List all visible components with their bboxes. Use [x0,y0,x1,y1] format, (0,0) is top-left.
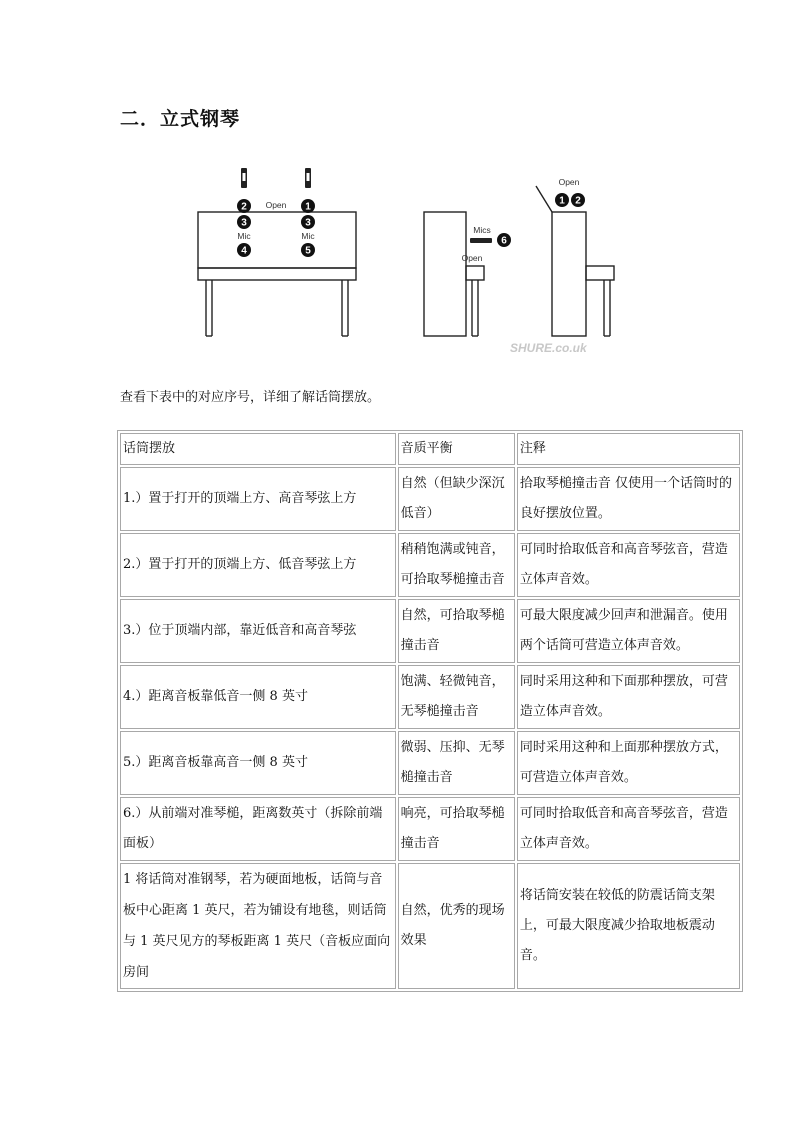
side-piano-body [424,212,466,336]
side-open-label: Open [461,253,483,263]
front-open-label: Open [265,200,287,210]
piano-mic-diagram [190,160,620,360]
placement-cell: 2.）置于打开的顶端上方、低音琴弦上方 [120,533,396,597]
note-cell: 将话筒安装在较低的防震话筒支架上，可最大限度减少拾取地板震动音。 [517,863,740,989]
placement-cell: 3.）位于顶端内部，靠近低音和高音琴弦 [120,599,396,663]
marker-5-label: 5 [305,245,311,257]
placement-cell: 1.）置于打开的顶端上方、高音琴弦上方 [120,467,396,531]
side-piano-keybed [466,266,484,280]
balance-cell: 微弱、压抑、无琴槌撞击音 [398,731,515,795]
table-row [120,797,740,861]
note-cell: 同时采用这种和下面那种摆放，可营造立体声音效。 [517,665,740,729]
balance-cell: 饱满、轻微钝音，无琴槌撞击音 [398,665,515,729]
note-cell: 可最大限度减少回声和泄漏音。使用两个话筒可营造立体声音效。 [517,599,740,663]
number-markers [237,193,585,257]
marker-4-label: 4 [241,245,247,257]
balance-cell: 自然，可拾取琴槌撞击音 [398,599,515,663]
marker-6-label: 6 [501,235,507,247]
note-cell: 可同时拾取低音和高音琴弦音，营造立体声音效。 [517,533,740,597]
table-row [120,665,740,729]
balance-cell: 自然，优秀的现场效果 [398,863,515,989]
marker-2-label: 2 [241,201,247,213]
mic-placement-table [117,430,743,992]
marker-right-2-label: 2 [575,195,581,207]
table-row [120,533,740,597]
section-title: 二．立式钢琴 [120,108,241,130]
table-header-row [120,433,740,465]
placement-cell: 6.）从前端对准琴槌，距离数英寸（拆除前端面板） [120,797,396,861]
side-mics-label: Mics [473,225,491,235]
intro-text: 查看下表中的对应序号，详细了解话筒摆放。 [120,390,381,405]
placement-cell: 4.）距离音板靠低音一侧 8 英寸 [120,665,396,729]
balance-cell: 响亮，可拾取琴槌撞击音 [398,797,515,861]
table-row [120,599,740,663]
balance-cell: 稍稍饱满或钝音，可拾取琴槌撞击音 [398,533,515,597]
header-placement: 话筒摆放 [120,433,396,465]
open-lid-line [536,186,552,212]
marker-right-1-label: 1 [559,195,565,207]
right-open-label: Open [558,177,580,187]
balance-cell: 自然（但缺少深沉低音） [398,467,515,531]
front-piano-case [198,212,356,268]
table-row [120,863,740,989]
piano-mic-diagram-svg [190,160,620,360]
marker-1-label: 1 [305,201,311,213]
note-cell: 可同时拾取低音和高音琴弦音，营造立体声音效。 [517,797,740,861]
placement-cell: 1 将话筒对准钢琴，若为硬面地板，话筒与音板中心距离 1 英尺，若为铺设有地毯，则话筒与 1 英尺见方的琴板距离 1 英尺（音板应面向房间 [120,863,396,989]
right-piano-body [552,212,586,336]
side-mic [470,238,492,243]
header-balance: 音质平衡 [398,433,515,465]
table-row [120,467,740,531]
note-cell: 同时采用这种和上面那种摆放方式，可营造立体声音效。 [517,731,740,795]
shure-watermark: SHURE.co.uk [510,341,587,355]
table-row [120,731,740,795]
placement-cell: 5.）距离音板靠高音一侧 8 英寸 [120,731,396,795]
marker-3-right-label: 3 [305,217,311,229]
header-note: 注释 [517,433,740,465]
front-mic-right-label: Mic [301,231,315,241]
note-cell: 拾取琴槌撞击音 仅使用一个话筒时的良好摆放位置。 [517,467,740,531]
marker-3-left-label: 3 [241,217,247,229]
front-mic-left-label: Mic [237,231,251,241]
front-piano-keybed [198,268,356,280]
